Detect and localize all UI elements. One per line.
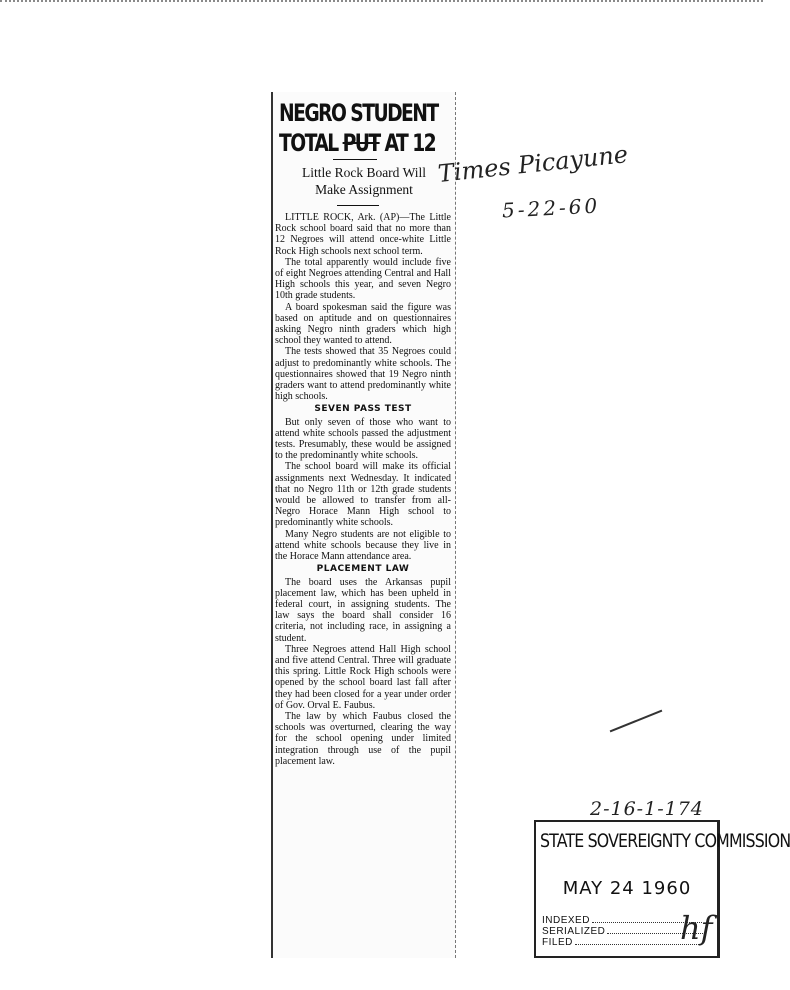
stamp-title: STATE SOVEREIGNTY COMMISSION (540, 830, 790, 852)
handwritten-source-note: Times Picayune (436, 140, 630, 188)
section-heading: PLACEMENT LAW (316, 564, 410, 575)
subheadline (273, 164, 455, 198)
section-heading: SEVEN PASS TEST (314, 404, 412, 415)
handwritten-pen-stroke (610, 710, 663, 733)
article-paragraph: The total apparently would include five of eight Negroes attending Central and Hall High schools this year, and seven Negro 10th grade students. (275, 256, 451, 302)
article-paragraph: But only seven of those who want to attend white schools passed the adjustment tests. Presumably, these would be assigned to the predominantly white schools. (275, 416, 451, 462)
article-paragraph: The school board will make its official assignments next Wednesday. It indicated that no Negro 11th or 12th grade students would be allowed to transfer from all-Negro Horace Mann High school to predominantly white schools. (275, 461, 451, 529)
handwritten-initials: hf (680, 909, 713, 947)
subheadline-rule (337, 205, 379, 206)
stamp-field-filed (542, 938, 701, 948)
headline-line-2-suffix: AT 12 (379, 129, 436, 157)
handwritten-date-note: 5-22-60 (501, 193, 601, 223)
subheadline-line-1: Little Rock Board Will (301, 165, 427, 180)
stamp-field-indexed (542, 916, 702, 926)
handwritten-file-number: 2-16-1-174 (590, 798, 704, 820)
article-paragraph: The law by which Faubus closed the schools was overturned, clearing the way for the school opening under limited integration through use of the pupil placement law. (275, 710, 451, 767)
article-paragraph: Three Negroes attend Hall High school and five attend Central. Three will graduate this spring. Little Rock High schools were opened by the school board last fall after they had been closed for a year under order of Gov. Orval E. Faubus. (275, 643, 451, 711)
headline-line-2-prefix: TOTAL (279, 129, 343, 157)
article-paragraph: LITTLE ROCK, Ark. (AP)—The Little Rock school board said that no more than 12 Negroes will attend once-white Little Rock High schools next school term. (275, 212, 451, 257)
stamp-field-label: SERIALIZED (542, 926, 606, 937)
stamp-date: MAY 24 1960 (562, 878, 692, 899)
scan-edge-dotted-line (0, 0, 763, 2)
article-body (275, 212, 451, 767)
headline-line-2 (279, 128, 436, 158)
article-paragraph: The tests showed that 35 Negroes could adjust to predominantly white schools. The questionnaires showed that 19 Negro ninth graders want to attend predominantly white high schools. (275, 346, 451, 403)
headline-rule (333, 159, 377, 160)
article-paragraph: Many Negro students are not eligible to attend white schools because they live in the Horace Mann attendance area. (275, 528, 451, 563)
article-paragraph: The board uses the Arkansas pupil placement law, which has been upheld in federal court, in assigning students. The law says the board shall consider 16 criteria, not including race, in assigning a student. (275, 576, 451, 644)
article-paragraph: A board spokesman said the figure was based on aptitude and on questionnaires asking Negro ninth graders which high school they wanted to attend. (275, 301, 451, 347)
headline-struck-word: PUT (342, 129, 380, 157)
headline-line-1: NEGRO STUDENT (279, 99, 438, 127)
headline (279, 98, 438, 158)
newspaper-clipping (271, 92, 456, 958)
stamp-field-label: INDEXED (542, 915, 590, 926)
stamp-field-label: FILED (542, 937, 573, 948)
subheadline-line-2: Make Assignment (315, 182, 413, 197)
